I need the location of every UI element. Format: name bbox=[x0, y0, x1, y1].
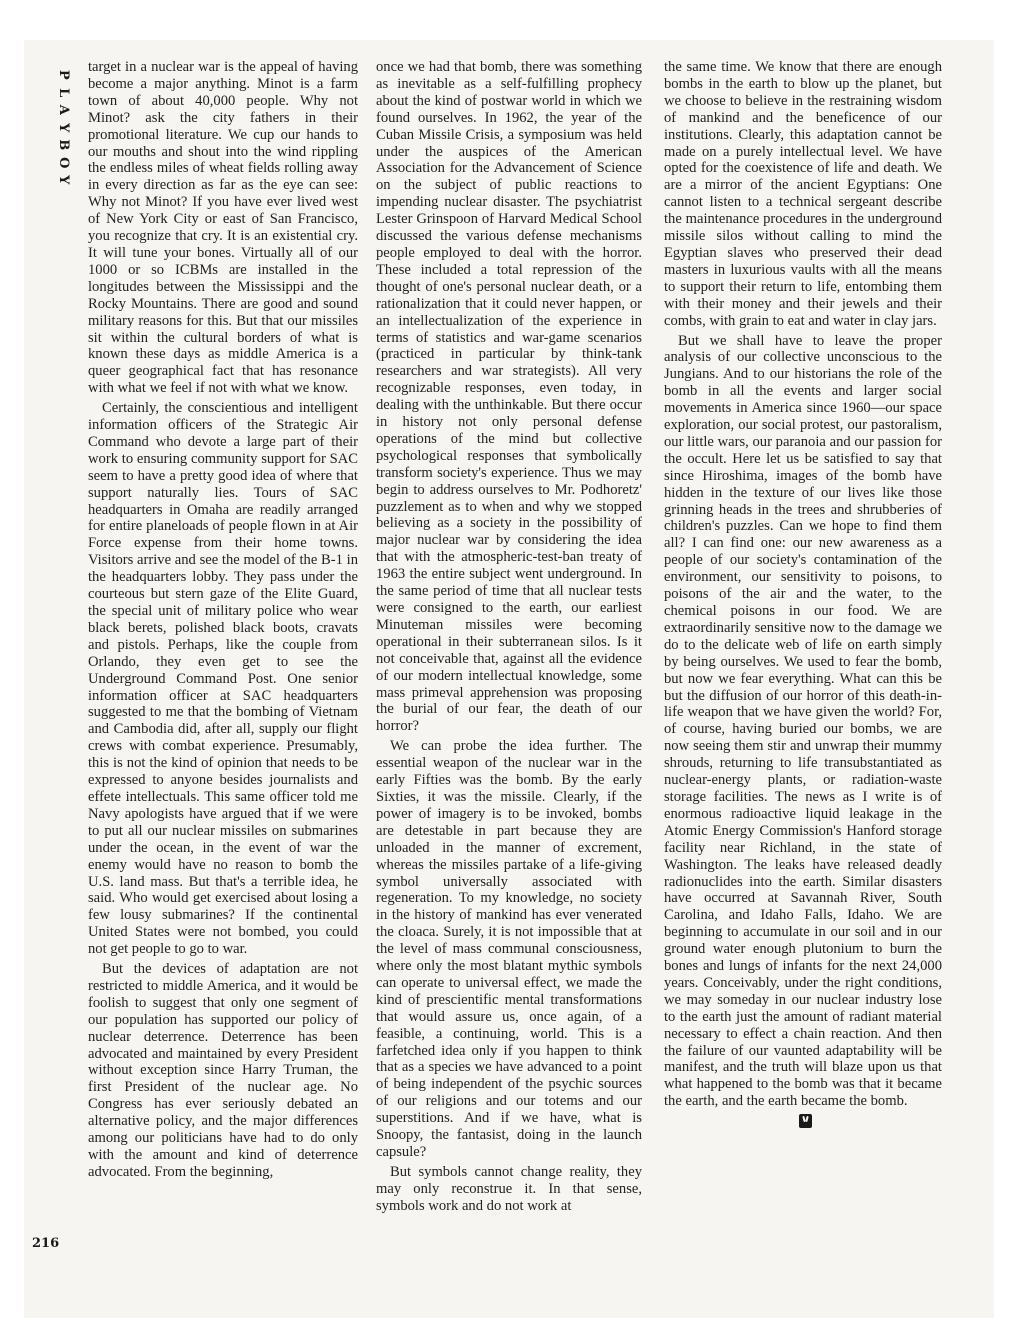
page-number: 216 bbox=[32, 1236, 60, 1251]
paragraph: target in a nuclear war is the appeal of having become a major anything. Minot is a farm town of about 40,000 people. Why not Minot? ask the city fathers in their promotional literature. We cup our hands to our mouths and shout into the wind rippling the endless miles of wheat fields rolling away in every direction as far as the eye can see: Why not Minot? If you have ever lived west of New York City or east of San Francisco, you recognize that cry. It is an existential cry. It will tune your bones. Virtually all of our 1000 or so ICBMs are installed in the longitudes between the Mississippi and the Rocky Mountains. There are good and sound military reasons for this. But that our missiles sit within the cultural borders of what is known these days as middle America is a queer geographical fact that has resonance with what we feel if not with what we know. bbox=[88, 59, 358, 397]
text-column-1 bbox=[88, 59, 358, 1184]
running-head bbox=[54, 66, 72, 189]
running-head-letter: L bbox=[55, 87, 71, 97]
running-head-letter: Y bbox=[55, 122, 71, 132]
running-head-letter: P bbox=[55, 69, 71, 80]
running-head-letter: B bbox=[55, 139, 71, 151]
text-column-2 bbox=[376, 59, 642, 1218]
paragraph: once we had that bomb, there was something as inevitable as a self-fulfilling prophecy about the kind of postwar world in which we found ourselves. In 1962, the year of the Cuban Missile Crisis, a symposium was held under the auspices of the American Association for the Advancement of Science on the subject of public reactions to impending nuclear disaster. The psychiatrist Lester Grinspoon of Harvard Medical School discussed the various defense mechanisms people employed to deal with the horror. These included a total repression of the thought of one's personal nuclear death, or a rationalization that it could never happen, or an intellectualization of the experience in terms of statistics and war-game scenarios (practiced in particular by think-tank researchers and war strategists). All very recognizable responses, even today, in dealing with the unthinkable. But there occur in history not only personal defense operations of the mind but collective psychological responses that symbolically transform society's experience. Thus we may begin to address ourselves to Mr. Podhoretz' puzzlement as to when and why we stopped believing as a society in the possibility of major nuclear war by considering the idea that with the atmospheric-test-ban treaty of 1963 the entire subject went underground. In the same period of time that all nuclear tests were consigned to the earth, our earliest Minuteman missiles were becoming operational in their subterranean silos. Is it not conceivable that, against all the evidence of our modern intellectual knowledge, some mass primeval apprehension was proposing the burial of our fear, the death of our horror? bbox=[376, 59, 642, 735]
end-mark bbox=[664, 1114, 942, 1131]
paragraph: But we shall have to leave the proper analysis of our collective unconscious to the Jungians. And to our historians the role of the bomb in all the events and larger social movements in America since 1960—our space exploration, our social protest, our pastoralism, our little wars, our paranoia and our passion for the occult. Here let us be satisfied to say that since Hiroshima, images of the bomb have hidden in the texture of our lives like those grinning heads in the trees and shrubberies of children's puzzles. Can we hope to find them all? I can find one: our new awareness as a people of our society's contamination of the environment, our sensitivity to poisons, to poisons of the air and the water, to the chemical poisons in our food. We are extraordinarily sensitive now to the damage we do to the delicate web of life on earth simply by being ourselves. We used to fear the bomb, but now we fear everything. What can this be but the diffusion of our horror of this death-in-life weapon that we have given the world? For, of course, having buried our bombs, we are now seeing them stir and unwrap their mummy shrouds, returning to life transubstantiated as nuclear-energy plants, or radiation-waste storage facilities. The news as I write is of enormous radioactive liquid leakage in the Atomic Energy Commission's Hanford storage facility near Richland, in the state of Washington. The leaks have released deadly radionuclides into the earth. Similar disasters have occurred at Savannah River, South Carolina, and Idaho Falls, Idaho. We are beginning to accumulate in our soil and in our ground water enough plutonium to burn the bones and lungs of infants for the next 24,000 years. Conceivably, under the right conditions, we may someday in our nuclear industry lose to the earth just the amount of radiant material necessary to effect a chain reaction. And then the failure of our vaunted adaptability will be manifest, and the truth will blaze upon us that what happened to the bomb was that it became the earth, and the earth became the bomb. bbox=[664, 332, 942, 1110]
paragraph: But symbols cannot change reality, they may only reconstrue it. In that sense, symbols work and do not work at bbox=[376, 1163, 642, 1214]
paragraph: Certainly, the conscientious and intelligent information officers of the Strategic Air Command who devote a large part of their work to ensuring community support for SAC seem to have a pretty good idea of where that support naturally lies. Tours of SAC headquarters in Omaha are readily arranged for entire planeloads of people flown in at Air Force expense from their home towns. Visitors arrive and see the model of the B-1 in the headquarters lobby. They pass under the courteous but stern gaze of the Elite Guard, the special unit of military police who wear black berets, polished black boots, cravats and pistols. Perhaps, like the couple from Orlando, they even get to see the Underground Command Post. One senior information officer at SAC headquarters suggested to me that the bombing of Vietnam and Cambodia did, after all, supply our flight crews with combat experience. Presumably, this is not the kind of opinion that needs to be expressed to anyone besides journalists and effete intellectuals. This same officer told me Navy apologists have argued that if we were to put all our nuclear missiles on submarines under the ocean, in the event of war the enemy would have no reason to bomb the U.S. land mass. But that's a terrible idea, he said. Who would get exercised about losing a few lousy submarines? If the continental United States were not bombed, you could not get people to go to war. bbox=[88, 400, 358, 958]
paragraph: the same time. We know that there are enough bombs in the earth to blow up the planet, but we choose to believe in the restraining wisdom of mankind and the beneficence of our institutions. Clearly, this adaptation cannot be made on a purely intellectual level. We have opted for the coexistence of life and death. We are a mirror of the ancient Egyptians: One cannot listen to a technical sergeant describe the maintenance procedures in the underground missile silos without calling to mind the Egyptian slaves who preserved their dead masters in luxurious vaults with all the means to support their return to life, entombing them with their money and their jewels and their combs, with grain to eat and water in clay jars. bbox=[664, 59, 942, 329]
paragraph: But the devices of adaptation are not restricted to middle America, and it would be foolish to suggest that only one segment of our population has supported our policy of nuclear deterrence. Deterrence has been advocated and maintained by every President without exception since Harry Truman, the first President of the nuclear age. No Congress has ever seriously debated an alternative policy, and the major differences among our politicians have had to do only with the amount and kind of deterrence advocated. From the beginning, bbox=[88, 961, 358, 1180]
paragraph: We can probe the idea further. The essential weapon of the nuclear war in the early Fifties was the bomb. By the early Sixties, it was the missile. Clearly, if the power of imagery is to be invoked, bombs are detestable in part because they are unloaded in the manner of excrement, whereas the missiles partake of a life-giving symbol universally associated with regeneration. To my knowledge, no society in the history of mankind has ever venerated the cloaca. Surely, it is not impossible that at the level of mass communal consciousness, where only the most blatant mythic symbols can operate to universal effect, we made the kind of prescientific mental transformations that would assure us, once again, of a feasible, a continuing, world. This is a farfetched idea only if you happen to think that as a species we have advanced to a point of being independent of the psychic sources of our religions and our totems and our superstitions. And if we have, what is Snoopy, the fantasist, doing in the launch capsule? bbox=[376, 738, 642, 1160]
rabbit-head-icon bbox=[799, 1114, 812, 1128]
magazine-page bbox=[24, 40, 994, 1318]
running-head-letter: Y bbox=[55, 175, 71, 185]
running-head-letter: A bbox=[55, 104, 71, 115]
text-column-3 bbox=[664, 59, 942, 1131]
running-head-letter: O bbox=[55, 156, 71, 168]
